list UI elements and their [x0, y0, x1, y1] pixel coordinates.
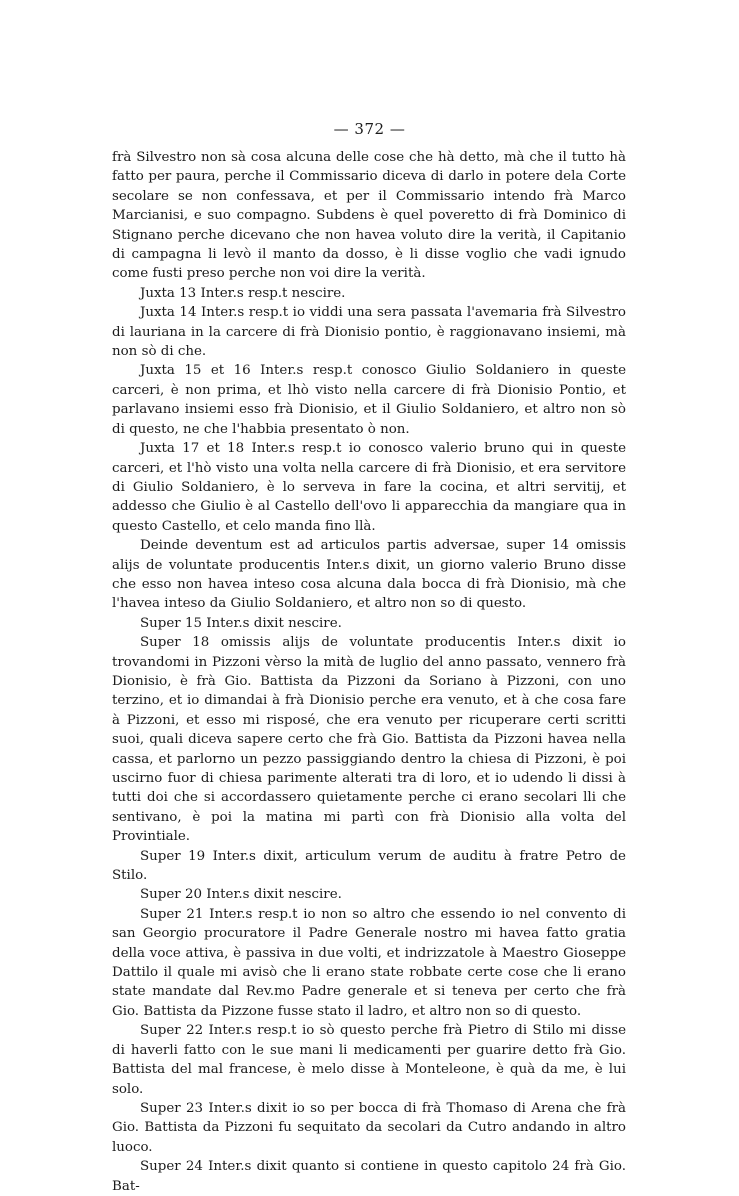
- paragraph: Super 15 Inter.s dixit nescire.: [140, 615, 342, 631]
- paragraph: Super 22 Inter.s resp.t io sò questo perche frà Pietro di Stilo mi disse di haverli fatto con le sue mani li medicamenti per guarire detto frà Gio. Battista del mal francese, è melo disse à Monteleone, è quà da me, è lui solo.: [112, 1023, 626, 1097]
- paragraph: Deinde deventum est ad articulos partis adversae, super 14 omissis alijs de voluntate producentis Inter.s dixit, un giorno valerio Bruno disse che esso non havea inteso cosa alcuna dala bocca di frà Dionisio, mà che l'havea inteso da Giulio Soldaniero, et altro non so di questo.: [112, 538, 626, 612]
- page-number: — 372 —: [333, 120, 406, 138]
- paragraph: Juxta 15 et 16 Inter.s resp.t conosco Giulio Soldaniero in queste carceri, è non prima, et lhò visto nella carcere di frà Dionisio Pontio, et parlavano insiemi esso frà Dionisio, et il Giulio Soldaniero, et altro non sò di questo, ne che l'habbia presentato ò non.: [112, 363, 626, 437]
- paragraph: Super 24 Inter.s dixit quanto si contiene in questo capitolo 24 frà Gio. Bat-: [112, 1159, 626, 1194]
- paragraph: Super 23 Inter.s dixit io so per bocca di frà Thomaso di Arena che frà Gio. Battista da Pizzoni fu sequitato da secolari da Cutro andando in altro luoco.: [112, 1100, 626, 1155]
- body-text: [112, 148, 626, 1196]
- paragraph: Super 18 omissis alijs de voluntate producentis Inter.s dixit io trovandomi in Pizzoni vèrso la mità de luglio del anno passato, vennero frà Dionisio, è frà Gio. Battista da Pizzoni da Soriano à Pizzoni, con uno terzino, et io dimandai à frà Dionisio perche era venuto, et à che cosa fare à Pizzoni, et esso mi risposé, che era venuto per ricuperare certi scritti suoi, quali diceva sapere certo che frà Gio. Battista da Pizzoni havea nella cassa, et parlorno un pezzo passiggiando dentro la chiesa di Pizzoni, è poi uscirno fuor di chiesa parimente alterati tra di loro, et io udendo li dissi à tutti doi che si accordassero quietamente perche ci erano secolari lli che sentivano, è poi la matina mi partì con frà Dionisio alla volta del Provintiale.: [112, 635, 626, 845]
- paragraph: Super 19 Inter.s dixit, articulum verum de auditu à fratre Petro de Stilo.: [112, 848, 626, 884]
- paragraph: Juxta 13 Inter.s resp.t nescire.: [140, 285, 346, 301]
- paragraph: Super 21 Inter.s resp.t io non so altro che essendo io nel convento di san Georgio procuratore il Padre Generale nostro mi havea fatto gratia della voce attiva, è passiva in due volti, et indrizzatole à Maestro Gioseppe Dattilo il quale mi avisò che li erano state robbate certe cose che li erano state mandate dal Rev.mo Padre generale et si teneva per certo che frà Gio. Battista da Pizzone fusse stato il ladro, et altro non so di questo.: [112, 906, 626, 1019]
- paragraph: Juxta 14 Inter.s resp.t io viddi una sera passata l'avemaria frà Silvestro di lauriana in la carcere di frà Dionisio pontio, è raggionavano insiemi, mà non sò di che.: [112, 305, 626, 360]
- paragraph: frà Silvestro non sà cosa alcuna delle cose che hà detto, mà che il tutto hà fatto per paura, perche il Commissario diceva di darlo in potere dela Corte secolare se non confessava, et per il Commissario intendo frà Marco Marcianisi, e suo compagno. Subdens è quel poveretto di frà Dominico di Stignano perche dicevano che non havea voluto dire la verità, il Capitanio di campagna li levò il manto da dosso, è li disse voglio che vadi ignudo come fusti preso perche non voi dire la verità.: [112, 150, 626, 282]
- paragraph: Juxta 17 et 18 Inter.s resp.t io conosco valerio bruno qui in queste carceri, et l'hò visto una volta nella carcere di frà Dionisio, et era servitore di Giulio Soldaniero, è lo serveva in fare la cocina, et altri servitij, et addesso che Giulio è al Castello dell'ovo li apparecchia da mangiare qua in questo Castello, et celo manda fino llà.: [112, 441, 626, 534]
- paragraph: Super 20 Inter.s dixit nescire.: [140, 887, 342, 903]
